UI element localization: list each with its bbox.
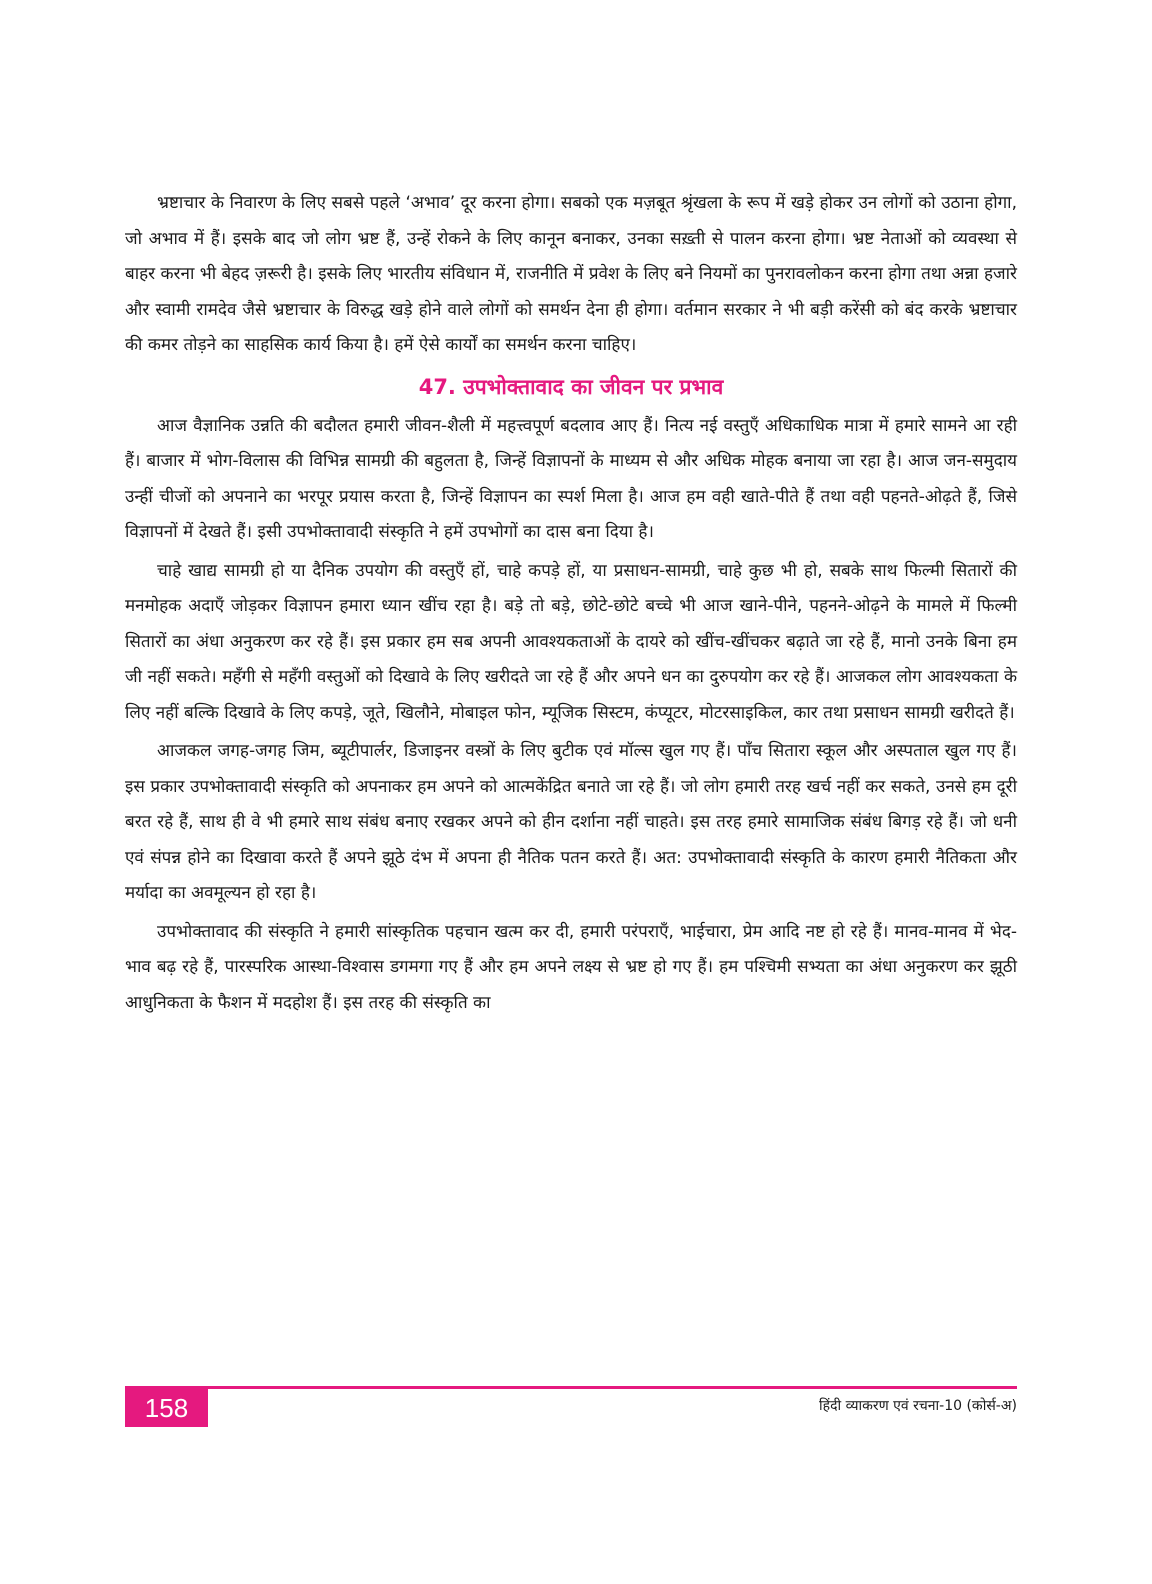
intro-paragraph: भ्रष्टाचार के निवारण के लिए सबसे पहले ‘अभाव’ दूर करना होगा। सबको एक मज़बूत श्रृंखला के रूप में खड़े होकर उन लोगों को उठाना होगा, जो अभाव में हैं। इसके बाद जो लोग भ्रष्ट हैं, उन्हें रोकने के लिए कानून बनाकर, उनका सख़्ती से पालन करना होगा। भ्रष्ट नेताओं को व्यवस्था से बाहर करना भी बेहद ज़रूरी है। इसके लिए भारतीय संविधान में, राजनीति में प्रवेश के लिए बने नियमों का पुनरावलोकन करना होगा तथा अन्ना हजारे और स्वामी रामदेव जैसे भ्रष्टाचार के विरुद्ध खड़े होने वाले लोगों को समर्थन देना ही होगा। वर्तमान सरकार ने भी बड़ी करेंसी को बंद करके भ्रष्टाचार की कमर तोड़ने का साहसिक कार्य किया है। हमें ऐसे कार्यों का समर्थन करना चाहिए। <box>125 193 1017 355</box>
footer-divider <box>125 1386 1017 1389</box>
page-number: 158 <box>125 1389 208 1427</box>
essay-paragraph-2: चाहे खाद्य सामग्री हो या दैनिक उपयोग की वस्तुएँ हों, चाहे कपड़े हों, या प्रसाधन-सामग्री, चाहे कुछ भी हो, सबके साथ फिल्मी सितारों की मनमोहक अदाएँ जोड़कर विज्ञापन हमारा ध्यान खींच रहा है। बड़े तो बड़े, छोटे-छोटे बच्चे भी आज खाने-पीने, पहनने-ओढ़ने के मामले में फिल्मी सितारों का अंधा अनुकरण कर रहे हैं। इस प्रकार हम सब अपनी आवश्यकताओं के दायरे को खींच-खींचकर बढ़ाते जा रहे हैं, मानो उनके बिना हम जी नहीं सकते। महँगी से महँगी वस्तुओं को दिखावे के लिए खरीदते जा रहे हैं और अपने धन का दुरुपयोग कर रहे हैं। आजकल लोग आवश्यकता के लिए नहीं बल्कि दिखावे के लिए कपड़े, जूते, खिलौने, मोबाइल फोन, म्यूजिक सिस्टम, कंप्यूटर, मोटरसाइकिल, कार तथा प्रसाधन सामग्री खरीदते हैं। <box>125 560 1018 723</box>
essay-paragraph-3: आजकल जगह-जगह जिम, ब्यूटीपार्लर, डिजाइनर वस्त्रों के लिए बुटीक एवं मॉल्स खुल गए हैं। पाँच सितारा स्कूल और अस्पताल खुल गए हैं। इस प्रकार उपभोक्तावादी संस्कृति को अपनाकर हम अपने को आत्मकेंद्रित बनाते जा रहे हैं। जो लोग हमारी तरह खर्च नहीं कर सकते, उनसे हम दूरी बरत रहे हैं, साथ ही वे भी हमारे साथ संबंध बनाए रखकर अपने को हीन दर्शाना नहीं चाहते। इस तरह हमारे सामाजिक संबंध बिगड़ रहे हैं। जो धनी एवं संपन्न होने का दिखावा करते हैं अपने झूठे दंभ में अपना ही नैतिक पतन करते हैं। अत: उपभोक्तावादी संस्कृति के कारण हमारी नैतिकता और मर्यादा का अवमूल्यन हो रहा है। <box>125 741 1017 903</box>
book-title: हिंदी व्याकरण एवं रचना-10 (कोर्स-अ) <box>819 1398 1017 1414</box>
page-content <box>125 186 1017 1021</box>
essay-paragraph-1: आज वैज्ञानिक उन्नति की बदौलत हमारी जीवन-शैली में महत्त्वपूर्ण बदलाव आए हैं। नित्य नई वस्तुएँ अधिकाधिक मात्रा में हमारे सामने आ रही हैं। बाजार में भोग-विलास की विभिन्न सामग्री की बहुलता है, जिन्हें विज्ञापनों के माध्यम से और अधिक मोहक बनाया जा रहा है। आज जन-समुदाय उन्हीं चीजों को अपनाने का भरपूर प्रयास करता है, जिन्हें विज्ञापन का स्पर्श मिला है। आज हम वही खाते-पीते हैं तथा वही पहनते-ओढ़ते हैं, जिसे विज्ञापनों में देखते हैं। इसी उपभोक्तावादी संस्कृति ने हमें उपभोगों का दास बना दिया है। <box>125 415 1017 542</box>
essay-paragraph-4: उपभोक्तावाद की संस्कृति ने हमारी सांस्कृतिक पहचान खत्म कर दी, हमारी परंपराएँ, भाईचारा, प्रेम आदि नष्ट हो रहे हैं। मानव-मानव में भेद-भाव बढ़ रहे हैं, पारस्परिक आस्था-विश्वास डगमगा गए हैं और हम अपने लक्ष्य से भ्रष्ट हो गए हैं। हम पश्चिमी सभ्यता का अंधा अनुकरण कर झूठी आधुनिकता के फैशन में मदहोश हैं। इस तरह की संस्कृति का <box>125 921 1017 1013</box>
essay-heading: 47. उपभोक्तावाद का जीवन पर प्रभाव <box>418 374 724 399</box>
